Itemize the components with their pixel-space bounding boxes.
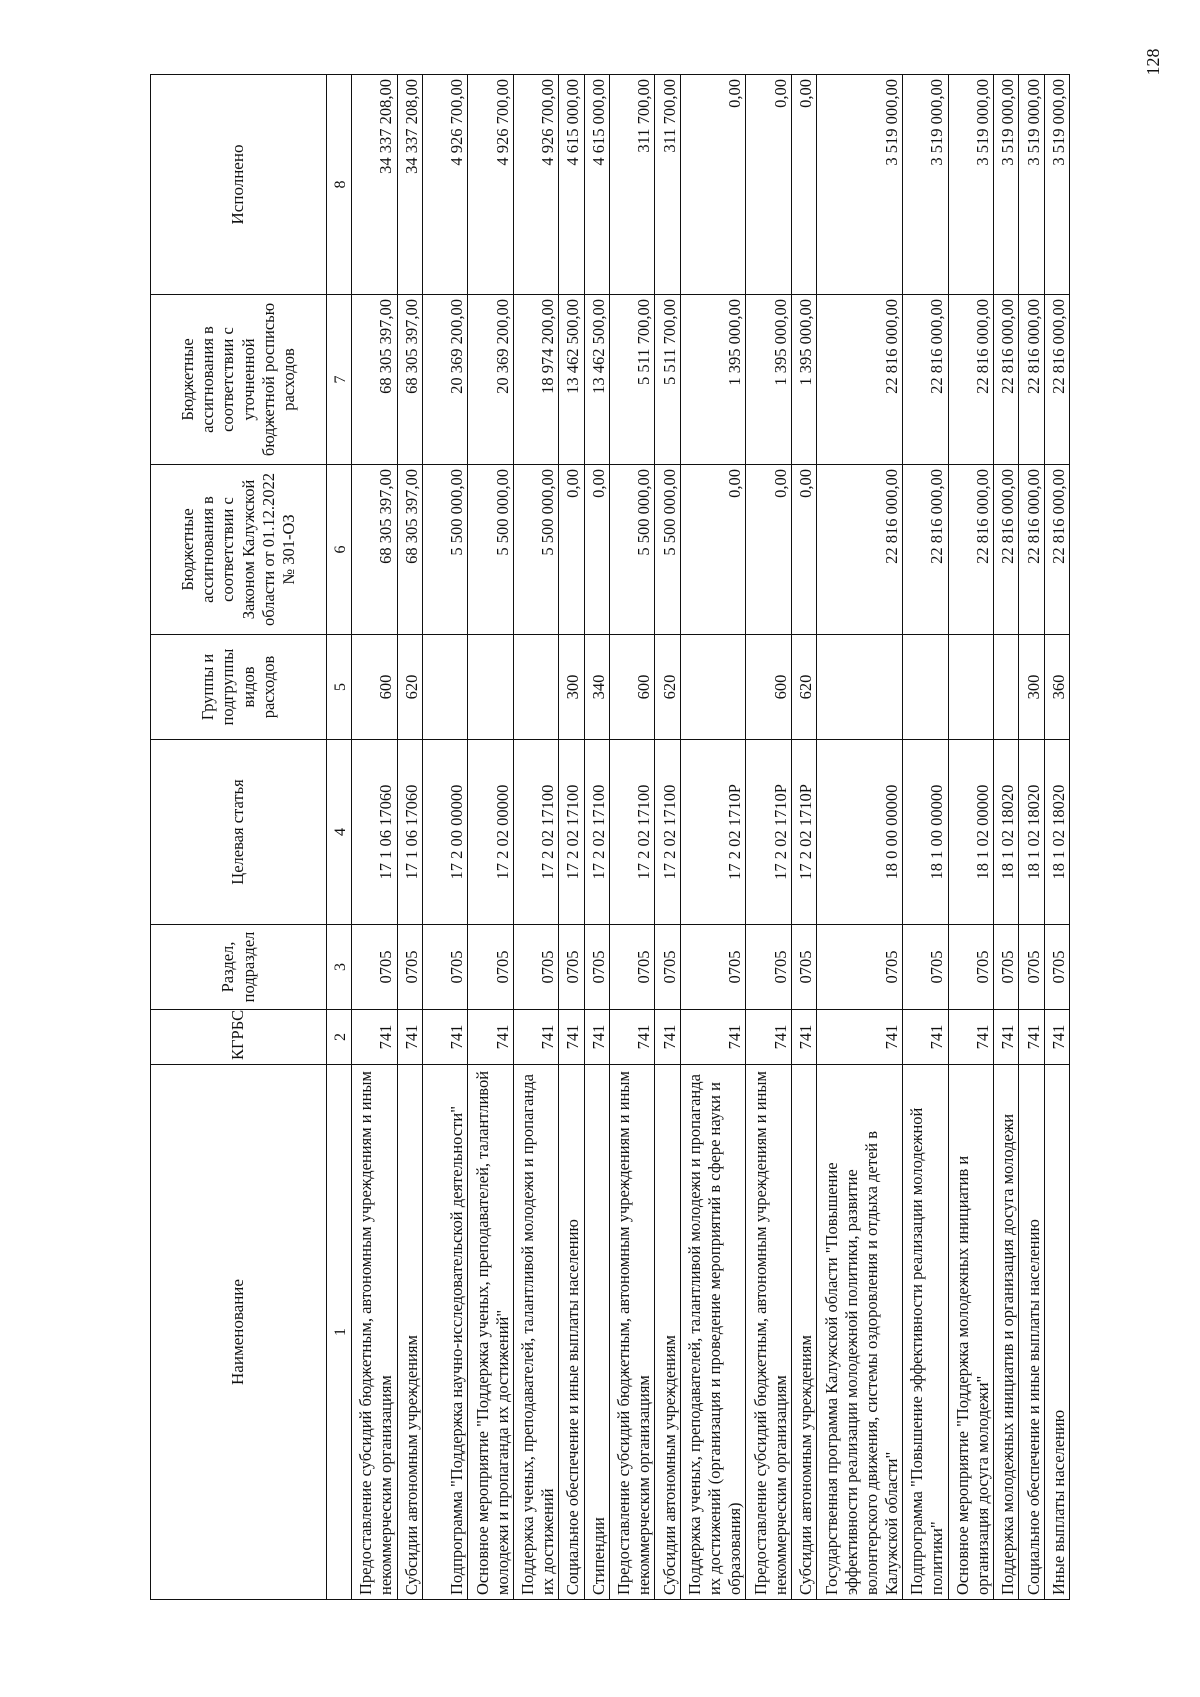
- row-law: 22 816 000,00: [903, 465, 949, 635]
- row-executed: 0,00: [680, 75, 746, 295]
- row-name: Основное мероприятие "Поддержка молодежных инициатив и организация досуга молодежи": [948, 1065, 994, 1600]
- row-target: 17 2 02 00000: [468, 740, 514, 925]
- row-executed: 0,00: [746, 75, 792, 295]
- row-section: 0705: [680, 925, 746, 1010]
- row-section: 0705: [397, 925, 422, 1010]
- row-refined: 20 369 200,00: [468, 295, 514, 465]
- row-section: 0705: [746, 925, 792, 1010]
- row-kgrbs: 741: [948, 1010, 994, 1065]
- row-target: 18 1 02 18020: [1044, 740, 1069, 925]
- header-target: Целевая статья: [151, 740, 327, 925]
- row-kgrbs: 741: [791, 1010, 816, 1065]
- row-section: 0705: [994, 925, 1019, 1010]
- row-executed: 3 519 000,00: [948, 75, 994, 295]
- table-row: [746, 75, 792, 1600]
- row-kgrbs: 741: [468, 1010, 514, 1065]
- row-group: 600: [609, 635, 655, 740]
- row-name: Субсидии автономным учреждениям: [791, 1065, 816, 1600]
- table-row: [791, 75, 816, 1600]
- row-target: 18 0 00 00000: [817, 740, 903, 925]
- row-law: 22 816 000,00: [994, 465, 1019, 635]
- row-name: Иные выплаты населению: [1044, 1065, 1069, 1600]
- row-refined: 1 395 000,00: [680, 295, 746, 465]
- table-row: [817, 75, 903, 1600]
- rotated-table-container: [150, 75, 1070, 1600]
- column-number: 1: [327, 1065, 352, 1600]
- row-target: 17 2 02 17100: [655, 740, 680, 925]
- row-law: 0,00: [746, 465, 792, 635]
- row-executed: 311 700,00: [655, 75, 680, 295]
- row-executed: 3 519 000,00: [1019, 75, 1044, 295]
- row-name: Социальное обеспечение и иные выплаты населению: [559, 1065, 584, 1600]
- row-section: 0705: [655, 925, 680, 1010]
- table-row: [397, 75, 422, 1600]
- row-group: 620: [397, 635, 422, 740]
- row-kgrbs: 741: [397, 1010, 422, 1065]
- row-section: 0705: [948, 925, 994, 1010]
- table-row: [559, 75, 584, 1600]
- row-group: [422, 635, 468, 740]
- row-executed: 4 615 000,00: [559, 75, 584, 295]
- column-number: 7: [327, 295, 352, 465]
- row-target: 18 1 00 00000: [903, 740, 949, 925]
- row-kgrbs: 741: [903, 1010, 949, 1065]
- row-refined: 13 462 500,00: [584, 295, 609, 465]
- row-target: 17 2 02 17100: [609, 740, 655, 925]
- row-refined: 22 816 000,00: [1019, 295, 1044, 465]
- table-row: [422, 75, 468, 1600]
- row-group: [817, 635, 903, 740]
- row-executed: 311 700,00: [609, 75, 655, 295]
- row-refined: 22 816 000,00: [948, 295, 994, 465]
- row-target: 17 2 02 17100: [513, 740, 559, 925]
- row-law: 22 816 000,00: [1019, 465, 1044, 635]
- table-header-row: [151, 75, 327, 1600]
- row-target: 17 2 02 1710P: [746, 740, 792, 925]
- row-name: Предоставление субсидий бюджетным, автономным учреждениям и иным некоммерческим организациям: [352, 1065, 398, 1600]
- row-section: 0705: [468, 925, 514, 1010]
- row-name: Государственная программа Калужской области "Повышение эффективности реализации молодежной политики, развитие волонтерского движения, системы оздоровления и отдыха детей в Калужской области": [817, 1065, 903, 1600]
- row-kgrbs: 741: [584, 1010, 609, 1065]
- row-law: 5 500 000,00: [422, 465, 468, 635]
- row-law: 0,00: [584, 465, 609, 635]
- row-name: Поддержка ученых, преподавателей, талантливой молодежи и пропаганда их достижений (организация и проведение мероприятий в сфере науки и образования): [680, 1065, 746, 1600]
- row-group: 620: [655, 635, 680, 740]
- row-group: 620: [791, 635, 816, 740]
- row-target: 17 1 06 17060: [352, 740, 398, 925]
- row-kgrbs: 741: [680, 1010, 746, 1065]
- row-executed: 34 337 208,00: [397, 75, 422, 295]
- row-name: Предоставление субсидий бюджетным, автономным учреждениям и иным некоммерческим организациям: [746, 1065, 792, 1600]
- row-name: Подпрограмма "Поддержка научно-исследовательской деятельности": [422, 1065, 468, 1600]
- table-row: [468, 75, 514, 1600]
- row-section: 0705: [1019, 925, 1044, 1010]
- row-executed: 3 519 000,00: [817, 75, 903, 295]
- row-law: 68 305 397,00: [352, 465, 398, 635]
- row-group: [948, 635, 994, 740]
- row-kgrbs: 741: [1019, 1010, 1044, 1065]
- row-target: 17 1 06 17060: [397, 740, 422, 925]
- row-law: 22 816 000,00: [817, 465, 903, 635]
- table-row: [513, 75, 559, 1600]
- row-section: 0705: [352, 925, 398, 1010]
- header-kgrbs: КГРБС: [151, 1010, 327, 1065]
- row-name: Социальное обеспечение и иные выплаты населению: [1019, 1065, 1044, 1600]
- row-target: 17 2 00 00000: [422, 740, 468, 925]
- row-group: 600: [352, 635, 398, 740]
- header-law: Бюджетные ассигнования в соответствии с Законом Калужской области от 01.12.2022 № 301-ОЗ: [151, 465, 327, 635]
- table-row: [584, 75, 609, 1600]
- row-name: Стипендии: [584, 1065, 609, 1600]
- row-kgrbs: 741: [655, 1010, 680, 1065]
- row-section: 0705: [903, 925, 949, 1010]
- row-section: 0705: [559, 925, 584, 1010]
- page-number: 128: [1143, 48, 1163, 76]
- row-section: 0705: [422, 925, 468, 1010]
- row-refined: 22 816 000,00: [903, 295, 949, 465]
- row-refined: 22 816 000,00: [1044, 295, 1069, 465]
- row-refined: 5 511 700,00: [609, 295, 655, 465]
- row-refined: 20 369 200,00: [422, 295, 468, 465]
- row-group: 300: [1019, 635, 1044, 740]
- row-law: 0,00: [791, 465, 816, 635]
- row-kgrbs: 741: [559, 1010, 584, 1065]
- row-law: 0,00: [559, 465, 584, 635]
- row-refined: 5 511 700,00: [655, 295, 680, 465]
- row-group: [903, 635, 949, 740]
- row-executed: 4 926 700,00: [468, 75, 514, 295]
- row-refined: 18 974 200,00: [513, 295, 559, 465]
- row-target: 17 2 02 17100: [584, 740, 609, 925]
- row-refined: 68 305 397,00: [352, 295, 398, 465]
- table-row: [680, 75, 746, 1600]
- row-law: 68 305 397,00: [397, 465, 422, 635]
- row-executed: 34 337 208,00: [352, 75, 398, 295]
- row-executed: 3 519 000,00: [994, 75, 1019, 295]
- row-target: 17 2 02 1710P: [791, 740, 816, 925]
- table-row: [1044, 75, 1069, 1600]
- row-executed: 4 926 700,00: [422, 75, 468, 295]
- row-group: 360: [1044, 635, 1069, 740]
- row-name: Основное мероприятие "Поддержка ученых, преподавателей, талантливой молодежи и пропаганда их достижений": [468, 1065, 514, 1600]
- row-section: 0705: [791, 925, 816, 1010]
- column-number: 4: [327, 740, 352, 925]
- row-executed: 4 926 700,00: [513, 75, 559, 295]
- row-refined: 22 816 000,00: [817, 295, 903, 465]
- table-row: [1019, 75, 1044, 1600]
- row-name: Подпрограмма "Повышение эффективности реализации молодежной политики": [903, 1065, 949, 1600]
- row-group: [468, 635, 514, 740]
- row-group: [513, 635, 559, 740]
- table-row: [609, 75, 655, 1600]
- header-groups: Группы и подгруппы видов расходов: [151, 635, 327, 740]
- column-number: 6: [327, 465, 352, 635]
- row-name: Субсидии автономным учреждениям: [655, 1065, 680, 1600]
- row-group: 600: [746, 635, 792, 740]
- row-kgrbs: 741: [422, 1010, 468, 1065]
- row-group: 340: [584, 635, 609, 740]
- row-section: 0705: [817, 925, 903, 1010]
- row-section: 0705: [584, 925, 609, 1010]
- row-law: 22 816 000,00: [1044, 465, 1069, 635]
- header-refined: Бюджетные ассигнования в соответствии с уточненной бюджетной росписью расходов: [151, 295, 327, 465]
- row-kgrbs: 741: [994, 1010, 1019, 1065]
- column-number: 5: [327, 635, 352, 740]
- row-refined: 1 395 000,00: [746, 295, 792, 465]
- row-name: Поддержка молодежных инициатив и организация досуга молодежи: [994, 1065, 1019, 1600]
- row-law: 5 500 000,00: [609, 465, 655, 635]
- row-target: 17 2 02 17100: [559, 740, 584, 925]
- row-executed: 3 519 000,00: [903, 75, 949, 295]
- table-row: [994, 75, 1019, 1600]
- row-law: 5 500 000,00: [655, 465, 680, 635]
- row-refined: 68 305 397,00: [397, 295, 422, 465]
- row-group: [994, 635, 1019, 740]
- row-target: 18 1 02 00000: [948, 740, 994, 925]
- row-law: 5 500 000,00: [513, 465, 559, 635]
- row-law: 5 500 000,00: [468, 465, 514, 635]
- row-executed: 4 615 000,00: [584, 75, 609, 295]
- header-name: Наименование: [151, 1065, 327, 1600]
- row-executed: 0,00: [791, 75, 816, 295]
- row-section: 0705: [609, 925, 655, 1010]
- row-kgrbs: 741: [817, 1010, 903, 1065]
- row-kgrbs: 741: [513, 1010, 559, 1065]
- table-row: [903, 75, 949, 1600]
- row-name: Субсидии автономным учреждениям: [397, 1065, 422, 1600]
- row-kgrbs: 741: [1044, 1010, 1069, 1065]
- row-target: 18 1 02 18020: [1019, 740, 1044, 925]
- row-refined: 22 816 000,00: [994, 295, 1019, 465]
- row-kgrbs: 741: [746, 1010, 792, 1065]
- row-name: Предоставление субсидий бюджетным, автономным учреждениям и иным некоммерческим организациям: [609, 1065, 655, 1600]
- row-kgrbs: 741: [609, 1010, 655, 1065]
- table-row: [655, 75, 680, 1600]
- row-target: 18 1 02 18020: [994, 740, 1019, 925]
- table-row: [352, 75, 398, 1600]
- header-executed: Исполнено: [151, 75, 327, 295]
- row-target: 17 2 02 1710P: [680, 740, 746, 925]
- budget-table: [150, 74, 1070, 1600]
- column-number-row: [327, 75, 352, 1600]
- row-group: 300: [559, 635, 584, 740]
- header-section: Раздел, подраздел: [151, 925, 327, 1010]
- document-page: [150, 75, 1070, 1600]
- row-section: 0705: [1044, 925, 1069, 1010]
- table-row: [948, 75, 994, 1600]
- row-name: Поддержка ученых, преподавателей, талантливой молодежи и пропаганда их достижений: [513, 1065, 559, 1600]
- row-kgrbs: 741: [352, 1010, 398, 1065]
- row-executed: 3 519 000,00: [1044, 75, 1069, 295]
- row-law: 0,00: [680, 465, 746, 635]
- row-refined: 1 395 000,00: [791, 295, 816, 465]
- column-number: 2: [327, 1010, 352, 1065]
- column-number: 8: [327, 75, 352, 295]
- row-refined: 13 462 500,00: [559, 295, 584, 465]
- row-law: 22 816 000,00: [948, 465, 994, 635]
- row-group: [680, 635, 746, 740]
- column-number: 3: [327, 925, 352, 1010]
- row-section: 0705: [513, 925, 559, 1010]
